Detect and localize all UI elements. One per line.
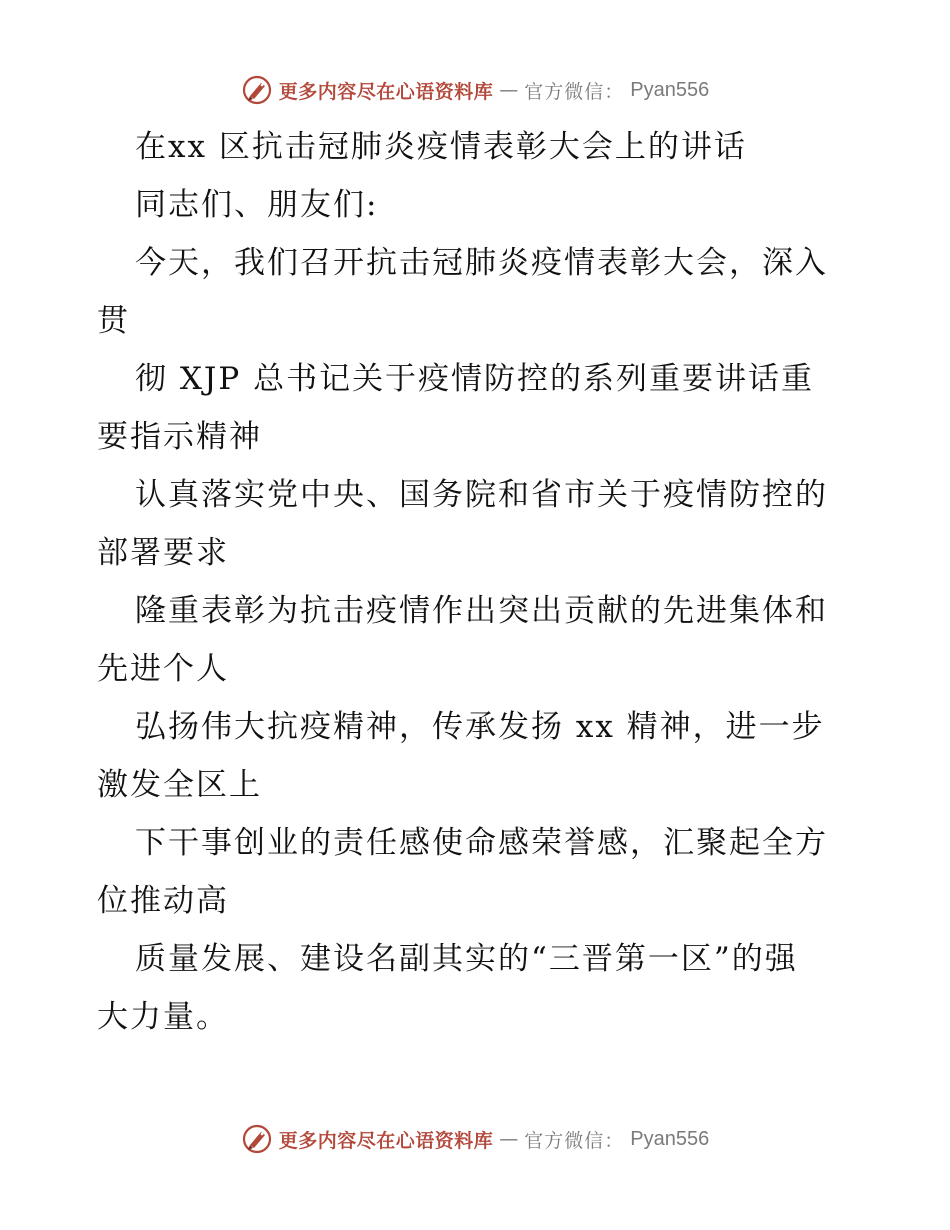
text-line: 部署要求 xyxy=(97,535,229,571)
banner-wechat-label: 官方微信： xyxy=(524,80,625,103)
banner-wechat-id: Pyan556 xyxy=(630,1127,710,1150)
text-line: 位推动高 xyxy=(97,883,229,919)
text-line: 同志们、朋友们: xyxy=(135,187,379,223)
text-line: 隆重表彰为抗击疫情作出突出贡献的先进集体和 xyxy=(135,593,828,629)
text-line: 激发全区上 xyxy=(97,767,262,803)
text-line: 要指示精神 xyxy=(97,419,262,455)
text-line: 质量发展、建设名副其实的“三晋第一区”的强 xyxy=(135,941,798,977)
pen-logo-icon xyxy=(241,1123,273,1155)
text-line: 在xx 区抗击冠肺炎疫情表彰大会上的讲话 xyxy=(135,129,747,165)
speech-text xyxy=(97,118,857,1046)
text-line: 认真落实党中央、国务院和省市关于疫情防控的 xyxy=(135,477,828,513)
banner-main-text: 更多内容尽在心语资料库 xyxy=(278,1129,494,1152)
text-line: 今天，我们召开抗击冠肺炎疫情表彰大会，深入 xyxy=(135,245,828,281)
text-line: 贯 xyxy=(97,303,130,339)
banner-main-text: 更多内容尽在心语资料库 xyxy=(278,80,494,103)
footer-watermark-banner xyxy=(0,1119,950,1159)
banner-dash: — xyxy=(499,79,519,101)
banner-wechat-label: 官方微信： xyxy=(524,1129,625,1152)
text-line: 大力量。 xyxy=(97,999,229,1035)
banner-wechat-id: Pyan556 xyxy=(630,78,710,101)
pen-logo-icon xyxy=(241,74,273,106)
text-line: 先进个人 xyxy=(97,651,229,687)
text-line: 弘扬伟大抗疫精神，传承发扬 xx 精神，进一步 xyxy=(135,709,825,745)
header-watermark-banner xyxy=(0,70,950,110)
banner-dash: — xyxy=(499,1128,519,1150)
text-line: 彻 XJP 总书记关于疫情防控的系列重要讲话重 xyxy=(135,361,815,397)
text-line: 下干事创业的责任感使命感荣誉感，汇聚起全方 xyxy=(135,825,828,861)
